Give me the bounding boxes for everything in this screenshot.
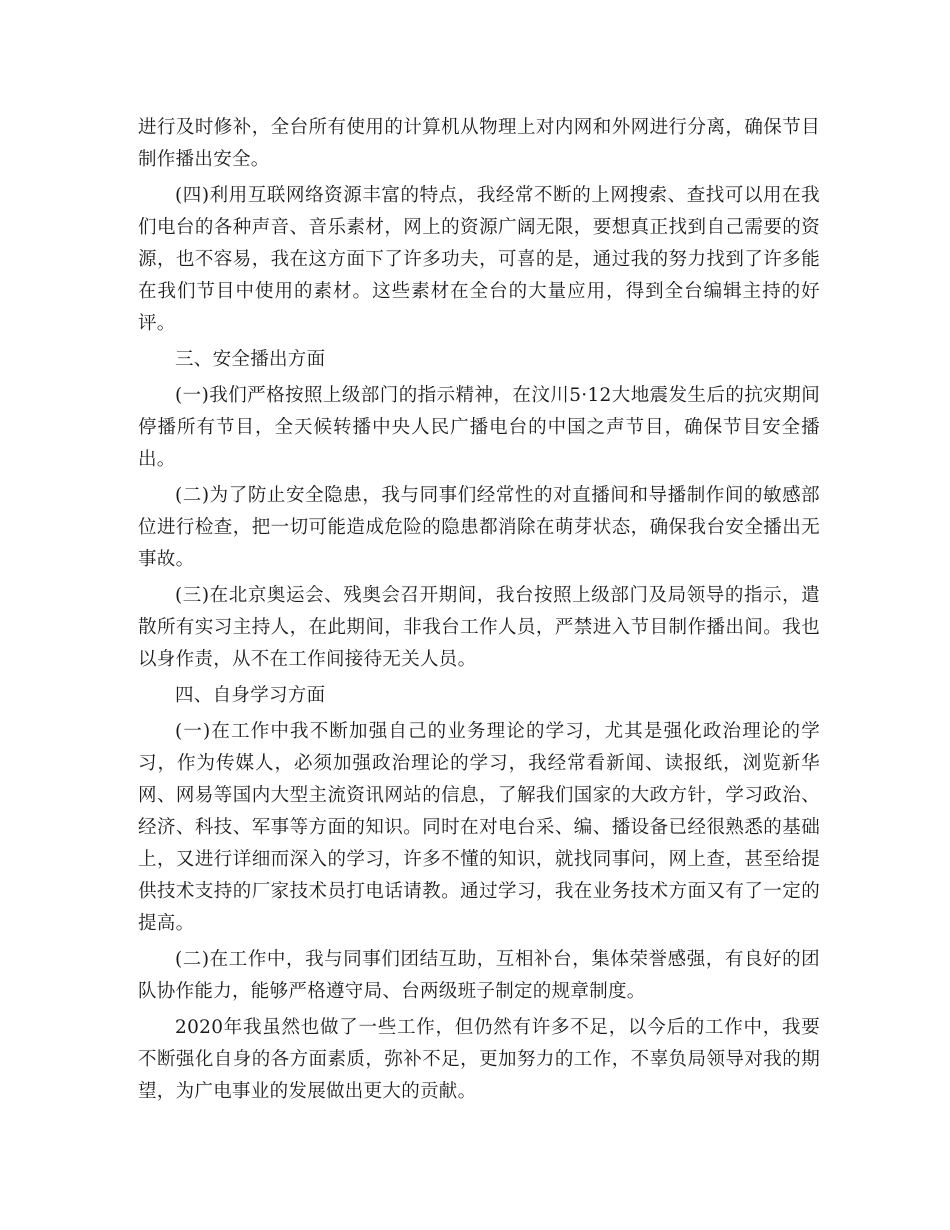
section-heading-self-study: 四、自身学习方面 bbox=[175, 685, 326, 706]
document-body bbox=[138, 112, 820, 1112]
paragraph-internet-resources: (四)利用互联网络资源丰富的特点，我经常不断的上网搜索、查找可以用在我们电台的各种声音、音乐素材，网上的资源广阔无限，要想真正找到自己需要的资源，也不容易，我在这方面下了许多功夫，可喜的是，通过我的努力找到了许多能在我们节目中使用的素材。这些素材在全台的大量应用，得到全台编辑主持的好评。 bbox=[138, 185, 820, 334]
paragraph-theory-study: (一)在工作中我不断加强自己的业务理论的学习，尤其是强化政治理论的学习，作为传媒人，必须加强政治理论的学习，我经常看新闻、读报纸，浏览新华网、网易等国内大型主流资讯网站的信息，了解我们国家的大政方针，学习政治、经济、科技、军事等方面的知识。同时在对电台采、编、播设备已经很熟悉的基础上，又进行详细而深入的学习，许多不懂的知识，就找同事问，网上查，甚至给提供技术支持的厂家技术员打电话请教。通过学习，我在业务技术方面又有了一定的提高。 bbox=[138, 721, 820, 934]
paragraph-olympics: (三)在北京奥运会、残奥会召开期间，我台按照上级部门及局领导的指示，遣散所有实习主持人，在此期间，非我台工作人员，严禁进入节目制作播出间。我也以身作责，从不在工作间接待无关人员。 bbox=[138, 585, 820, 670]
paragraph-earthquake-broadcast: (一)我们严格按照上级部门的指示精神，在汶川5·12大地震发生后的抗灾期间停播所有节目，全天候转播中央人民广播电台的中国之声节目，确保节目安全播出。 bbox=[138, 385, 820, 470]
paragraph-conclusion: 2020年我虽然也做了一些工作，但仍然有许多不足，以今后的工作中，我要不断强化自身的各方面素质，弥补不足，更加努力的工作，不辜负局领导对我的期望，为广电事业的发展做出更大的贡献。 bbox=[138, 1017, 820, 1102]
paragraph-safety-inspection: (二)为了防止安全隐患，我与同事们经常性的对直播间和导播制作间的敏感部位进行检查，把一切可能造成危险的隐患都消除在萌芽状态，确保我台安全播出无事故。 bbox=[138, 485, 820, 570]
paragraph-teamwork: (二)在工作中，我与同事们团结互助，互相补台，集体荣誉感强，有良好的团队协作能力，能够严格遵守局、台两级班子制定的规章制度。 bbox=[138, 949, 820, 1002]
section-heading-safe-broadcast: 三、安全播出方面 bbox=[175, 349, 326, 370]
paragraph-continuation: 进行及时修补，全台所有使用的计算机从物理上对内网和外网进行分离，确保节目制作播出安全。 bbox=[138, 117, 820, 170]
